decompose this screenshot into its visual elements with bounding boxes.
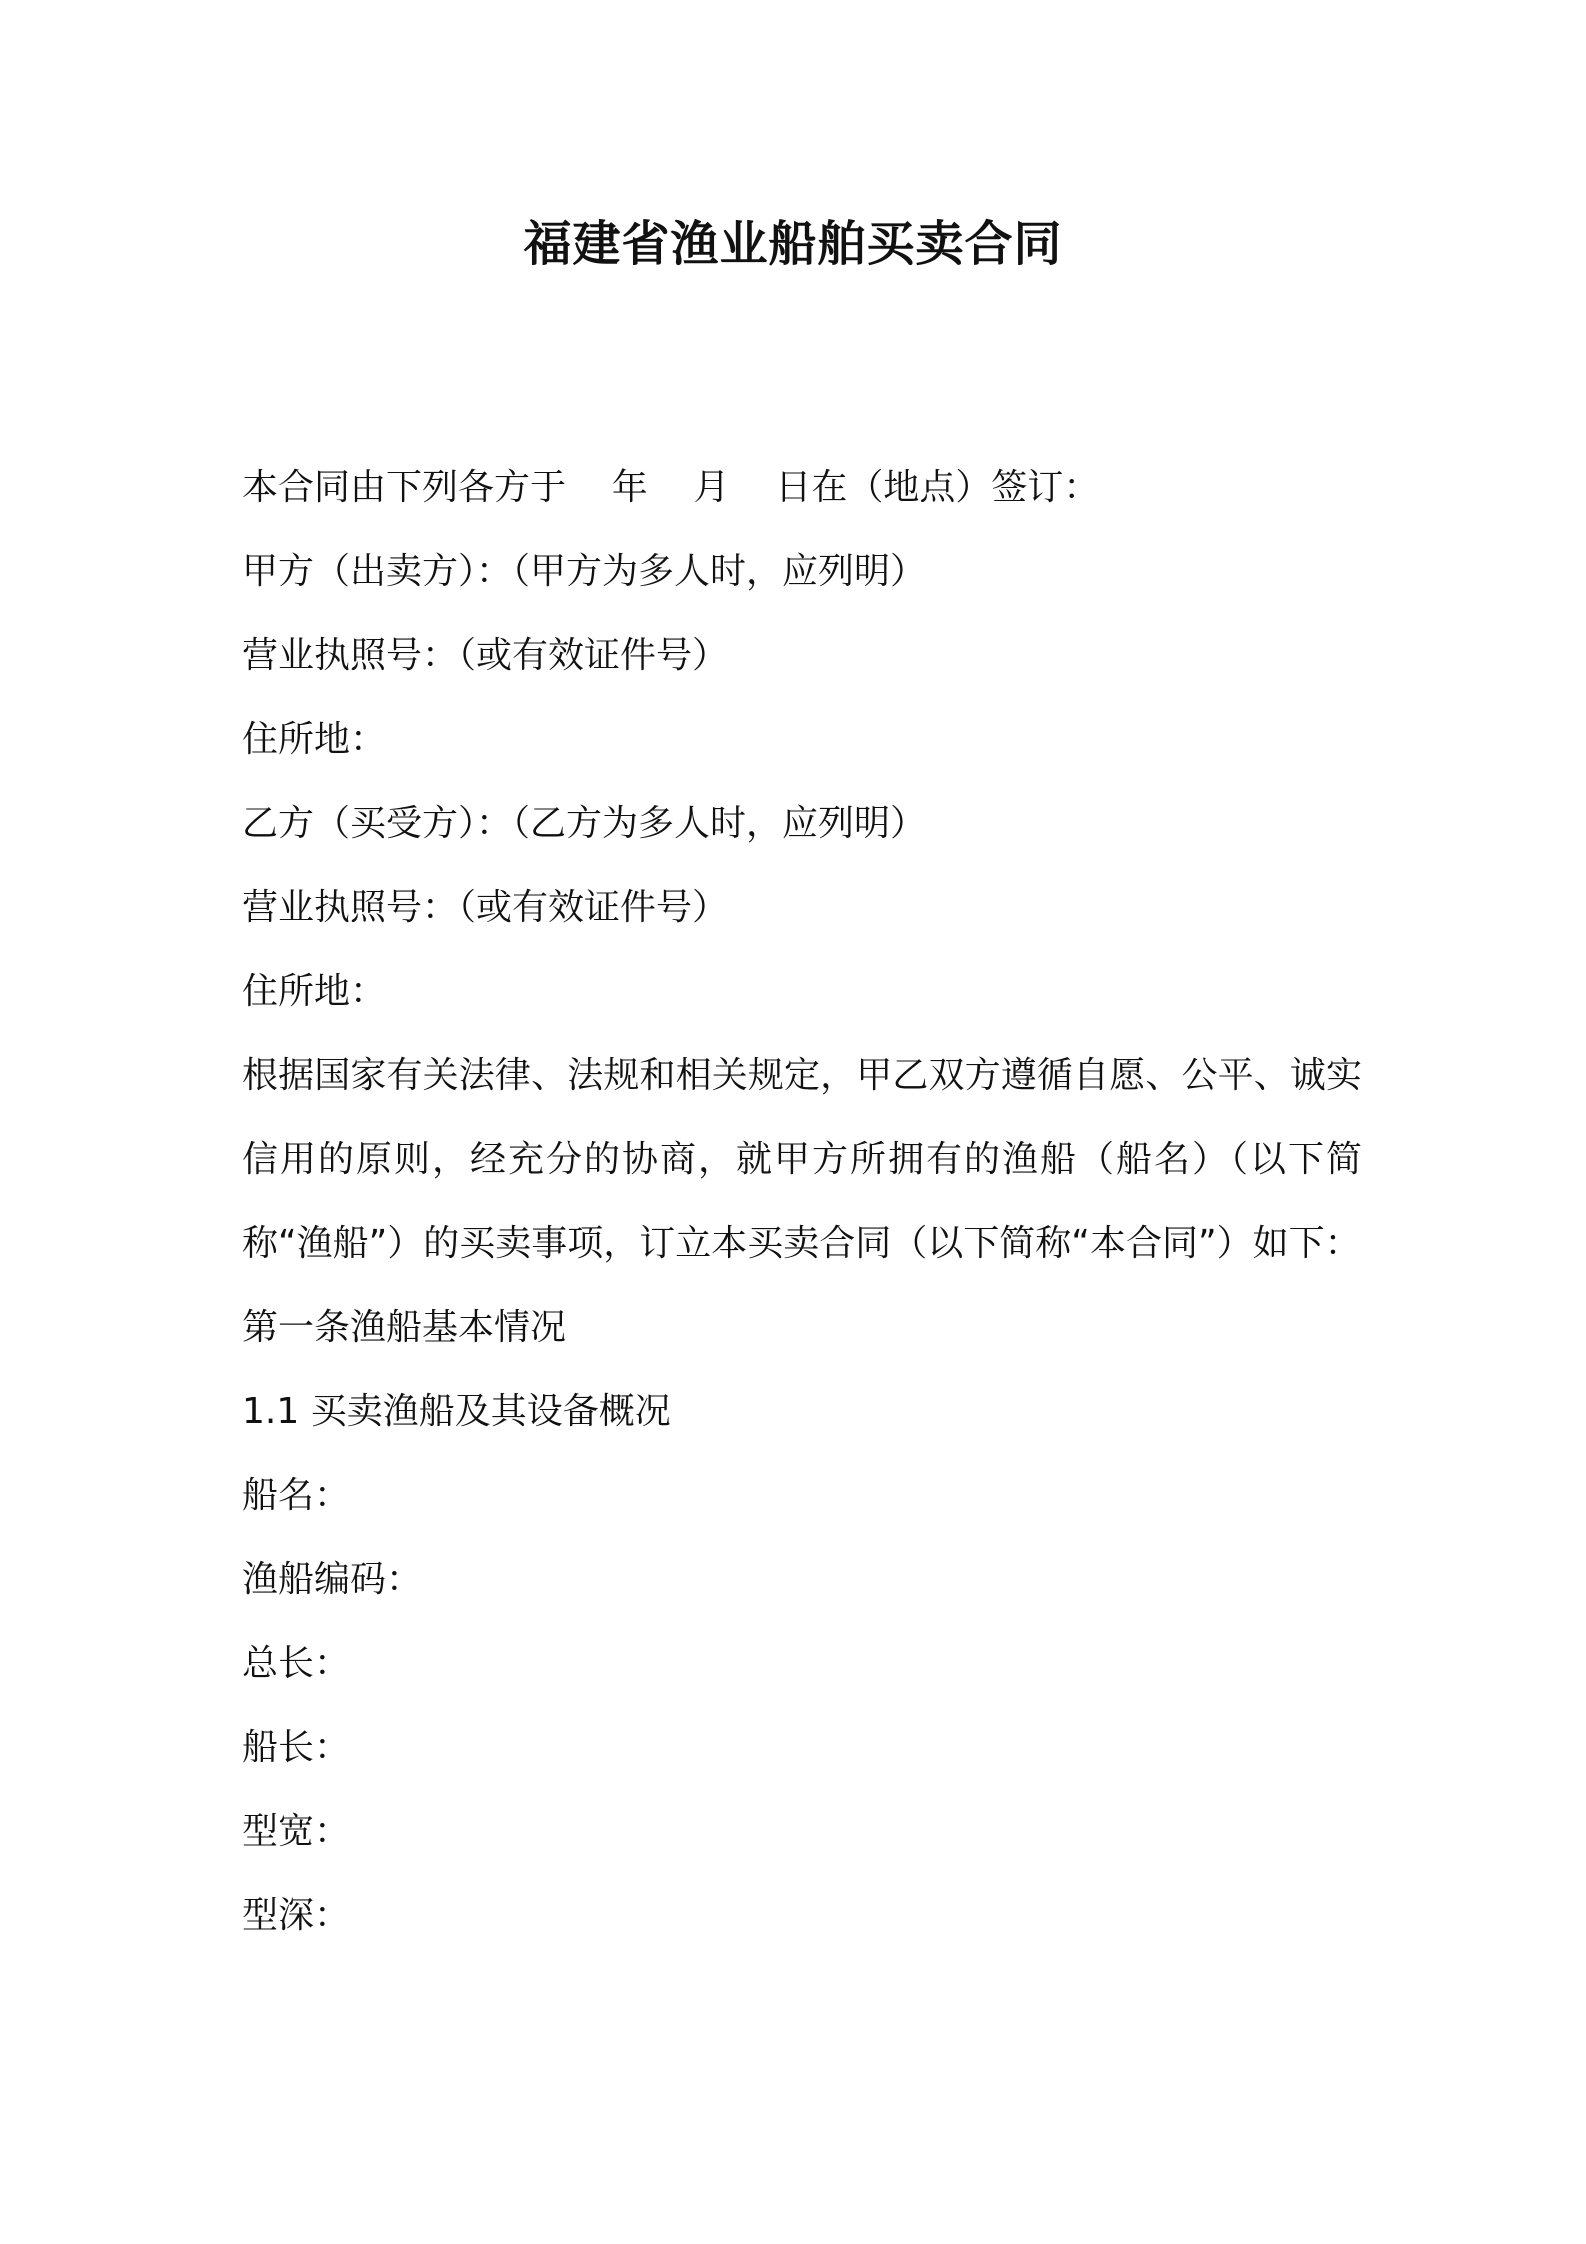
section-1-heading: 第一条渔船基本情况	[242, 1307, 567, 1348]
field-ship-code: 渔船编码：	[242, 1559, 423, 1600]
field-moulded-breadth: 型宽：	[242, 1811, 351, 1852]
document-body	[242, 446, 1362, 1958]
party-a-line: 甲方（出卖方）：（甲方为多人时，应列明）	[242, 551, 927, 592]
field-ship-name: 船名：	[242, 1475, 351, 1516]
preamble-paragraph: 根据国家有关法律、法规和相关规定，甲乙双方遵循自愿、公平、诚实信用的原则，经充分的协商，就甲方所拥有的渔船（船名）（以下简称“渔船”）的买卖事项，订立本买卖合同（以下简称“本合同”）如下：	[242, 1055, 1362, 1264]
signing-date-line: 本合同由下列各方于 年 月 日在（地点）签订：	[242, 467, 1100, 508]
section-1-1-subheading: 1.1 买卖渔船及其设备概况	[242, 1391, 671, 1432]
field-ship-length: 船长：	[242, 1727, 351, 1768]
document-title: 福建省渔业船舶买卖合同	[523, 216, 1063, 272]
field-overall-length: 总长：	[242, 1643, 351, 1684]
party-b-address-line: 住所地：	[242, 971, 387, 1012]
party-a-license-line: 营业执照号：（或有效证件号）	[242, 635, 729, 676]
party-b-line: 乙方（买受方）：（乙方为多人时，应列明）	[242, 803, 927, 844]
party-a-address-line: 住所地：	[242, 719, 387, 760]
party-b-license-line: 营业执照号：（或有效证件号）	[242, 887, 729, 928]
field-moulded-depth: 型深：	[242, 1895, 351, 1936]
